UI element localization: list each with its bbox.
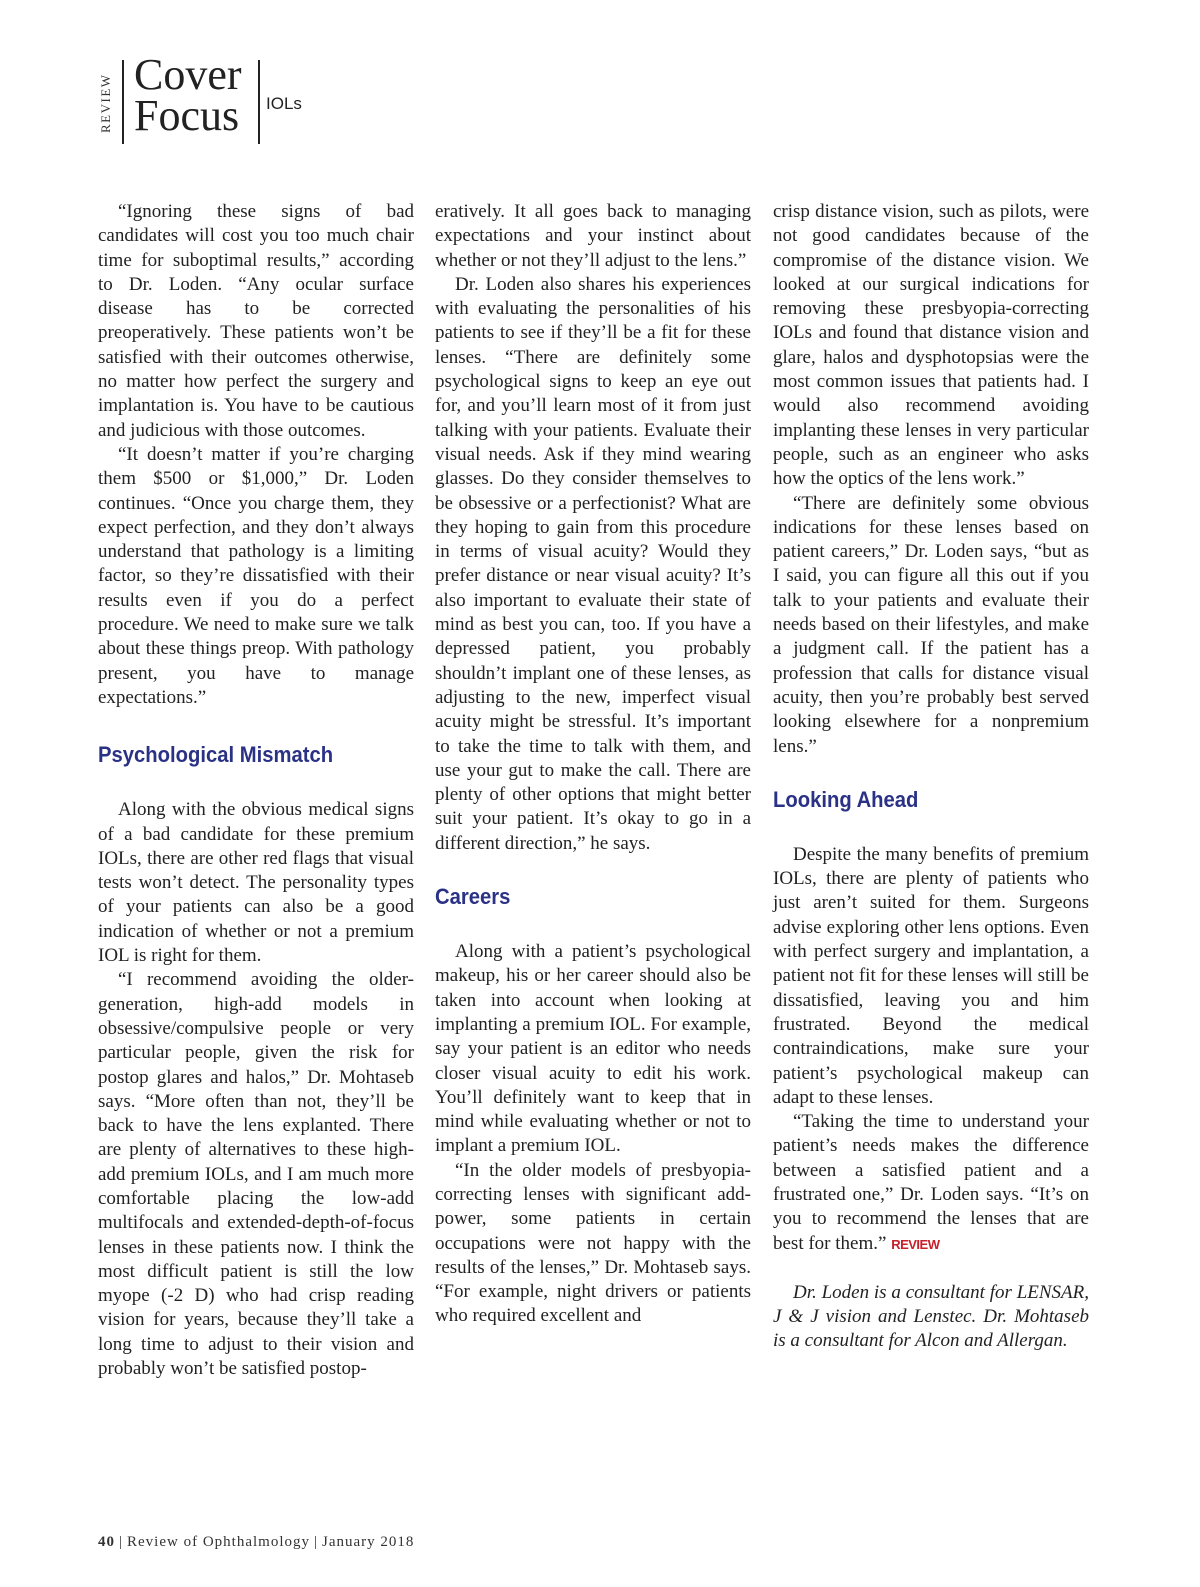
col1-paragraph-1: “Ignoring these signs of bad candidates will cost you too much chair time for suboptimal results,” according to Dr. Loden. “Any ocular surface disease has to be corrected preoperatively. These patients won’t be satisfied with their outcomes otherwise, no matter how perfect the surgery and implantation is. You have to be cautious and judicious with those outcomes. xyxy=(98,201,414,441)
col1-paragraph-2: “It doesn’t matter if you’re charging them $500 or $1,000,” Dr. Loden continues. “Once you charge them, they expect perfection, and they don’t always understand that pathology is a limiting factor, so they’re dissatisfied with their results even if you do a perfect procedure. We need to make sure we talk about these things preop. With pathology present, you have to manage expectations.” xyxy=(98,443,414,708)
publication-name: Review of Ophthalmology xyxy=(127,1534,310,1550)
article-column-1 xyxy=(98,200,414,1381)
col3-paragraph-4-text: “Taking the time to understand your patient’s needs makes the difference between a satisfied patient and a frustrated one,” Dr. Loden says. “It’s on you to recommend the lenses that are best for them.” xyxy=(773,1111,1089,1254)
col2-paragraph-3: Along with a patient’s psychological makeup, his or her career should also be taken into account when looking at implanting a premium IOL. For example, say your patient is an editor who needs closer visual acuity to edit his work. You’ll definitely want to keep that in mind while evaluating whether or not to implant a premium IOL. xyxy=(435,941,751,1157)
issue-date: January 2018 xyxy=(322,1534,415,1550)
col1-paragraph-3: Along with the obvious medical signs of a bad candidate for these premium IOLs, there are other red flags that visual tests won’t detect. The personality types of your patients can also be a good indication of whether or not a premium IOL is right for them. xyxy=(98,799,414,967)
footer-separator: | xyxy=(314,1534,319,1550)
col2-paragraph-1: eratively. It all goes back to managing expectations and your instinct about whether or not they’ll adjust to the lens.” xyxy=(435,201,751,271)
header-divider-left xyxy=(122,60,124,144)
page-footer xyxy=(98,1534,414,1551)
header-divider-right xyxy=(258,60,260,144)
cover-title-line2: Focus xyxy=(134,91,240,140)
col3-paragraph-4 xyxy=(773,1110,1089,1257)
cover-focus-title xyxy=(134,50,254,140)
col3-paragraph-1: crisp distance vision, such as pilots, were not good candidates because of the compromise of the distance vision. We looked at our surgical indications for removing these presbyopia-correcting IOLs and found that distance vision and glare, halos and dysphotopsias were the most common issues that patients had. I would also recommend avoiding implanting these lenses in very particular people, such as an engineer who asks how the optics of the lens work.” xyxy=(773,201,1089,490)
heading-careers: Careers xyxy=(435,884,511,910)
section-label: IOLs xyxy=(266,94,302,113)
author-disclosure: Dr. Loden is a consultant for LENSAR, J & J vision and Lenstec. Dr. Mohtaseb is a consultant for Alcon and Allergan. xyxy=(773,1281,1089,1352)
article-column-2 xyxy=(435,200,751,1329)
col2-paragraph-2: Dr. Loden also shares his experiences with evaluating the personalities of his patients to see if they’ll be a fit for these lenses. “There are definitely some psychological signs to keep an eye out for, and you’ll learn most of it from just talking with your patients. Evaluate their visual needs. Ask if they mind wearing glasses. Do they consider themselves to be obsessive or a perfectionist? What are they hoping to gain from this procedure in terms of visual acuity? Would they prefer distance or near visual acuity? It’s also important to evaluate their state of mind as best you can, too. If you have a depressed patient, you probably shouldn’t implant one of these lenses, as adjusting to the new, imperfect visual acuity might be stressful. It’s important to take the time to talk with them, and use your gut to make the call. There are plenty of other options that might better suit your patient. It’s okay to go in a different direction,” he says. xyxy=(435,273,751,854)
heading-psychological-mismatch: Psychological Mismatch xyxy=(98,742,334,768)
col1-paragraph-4: “I recommend avoiding the older-generation, high-add models in obsessive/compulsive people or very particular people, given the risk for postop glares and halos,” Dr. Mohtaseb says. “More often than not, they’ll be back to have the lens explanted. There are plenty of alternatives to these high-add premium IOLs, and I am much more comfortable placing the low-add multifocals and extended-depth-of-focus lenses in these patients now. I think the most difficult patient is still the low myope (-2 D) who had crisp reading vision for years, because they’ll take a long time to adjust to their vision and probably won’t be satisfied postop- xyxy=(98,969,414,1380)
col2-paragraph-4: “In the older models of presbyopia-correcting lenses with significant add-power, some patients in certain occupations were not happy with the results of the lenses,” Dr. Mohtaseb says. “For example, night drivers or patients who required excellent and xyxy=(435,1159,751,1327)
heading-looking-ahead: Looking Ahead xyxy=(773,786,919,812)
col3-paragraph-3: Despite the many benefits of premium IOLs, there are plenty of patients who just aren’t suited for them. Surgeons advise exploring other lens options. Even with perfect surgery and implantation, a patient not fit for these lenses will still be dissatisfied, leaving you and him frustrated. Beyond the medical contraindications, make sure your patient’s psychological makeup can adapt to these lenses. xyxy=(773,843,1089,1108)
col3-paragraph-2: “There are definitely some obvious indications for these lenses based on patient careers,” Dr. Loden says, “but as I said, you can figure all this out if you talk to your patients and evaluate their needs based on their lifestyles, and make a judgment call. If the patient has a profession that calls for distance visual acuity, then you’re probably best served looking elsewhere for a nonpremium lens.” xyxy=(773,492,1089,757)
cover-title-line1: Cover xyxy=(134,50,242,99)
review-end-mark: REVIEW xyxy=(891,1236,940,1252)
footer-separator: | xyxy=(119,1534,124,1550)
page-number: 40 xyxy=(98,1534,115,1550)
review-vertical-label: REVIEW xyxy=(98,73,113,133)
article-column-3 xyxy=(773,200,1089,1354)
